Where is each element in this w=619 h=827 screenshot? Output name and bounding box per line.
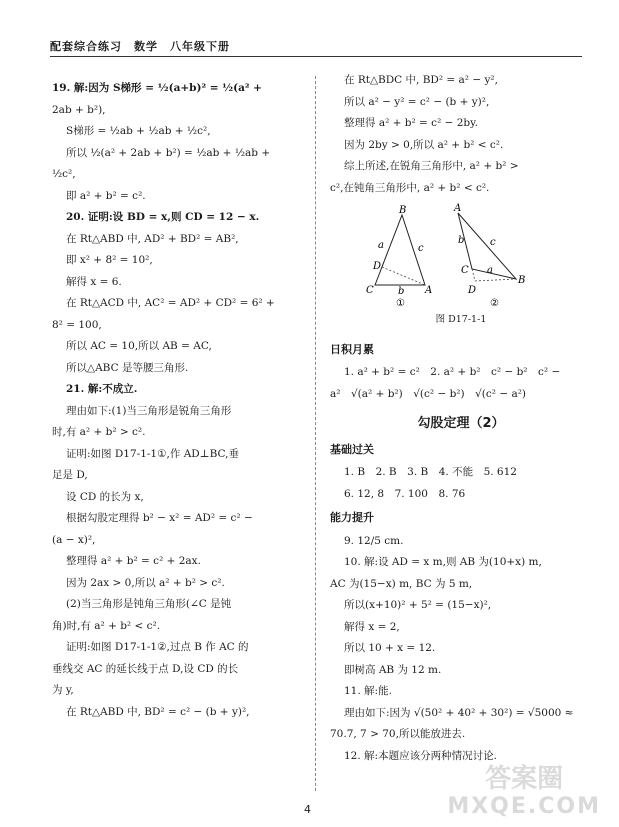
text-line: 足是 D, [52, 469, 88, 481]
left-column [52, 78, 302, 723]
text-line: 10. 解:设 AD = x m,则 AB 为(10+x) m, [344, 556, 542, 568]
text-line: 综上所述,在锐角三角形中, a² + b² > [344, 160, 519, 172]
extension-2 [472, 269, 475, 281]
figure-2 [453, 203, 525, 307]
text-line: 垂线交 AC 的延长线于点 D,设 CD 的长 [52, 662, 239, 675]
text-line: c²,在钝角三角形中, a² + b² < c². [330, 181, 490, 194]
text-line: 时,有 a² + b² > c². [52, 426, 146, 438]
text-line: 所以△ABC 是等腰三角形. [66, 361, 189, 374]
section-jichu: 基础过关 [330, 442, 374, 456]
label-c-side-2: c [490, 237, 496, 248]
text-line: 解得 x = 6. [66, 275, 122, 288]
text-line: 6. 12, 8 7. 100 8. 76 [344, 487, 466, 500]
text-line: 在 Rt△ACD 中, AC² = AD² + CD² = 6² + [66, 297, 275, 309]
q20-line: 20. 证明:设 BD = x,则 CD = 12 − x. [66, 211, 260, 223]
text-line: 整理得 a² + b² = c² − 2by. [344, 117, 479, 129]
text-line: (2)当三角形是钝角三角形(∠C 是钝 [66, 598, 232, 610]
label-c-side-1: c [418, 243, 424, 254]
text-line: ½c², [52, 168, 76, 180]
section-title-2: 勾股定理（2） [417, 416, 505, 431]
triangle-figures [330, 203, 592, 307]
text-line: 8² = 100, [52, 318, 102, 331]
text-line: 因为 2by > 0,所以 a² + b² < c². [344, 138, 504, 151]
text-line: 在 Rt△BDC 中, BD² = a² − y², [344, 74, 498, 86]
label-c-1: C [366, 285, 374, 296]
section-nengli: 能力提升 [330, 511, 374, 524]
text-line: 70.7, 7 > 70,所以能放进去. [330, 728, 466, 740]
text-line: 根据勾股定理得 b² − x² = AD² = c² − [66, 512, 253, 524]
text-line: 证明:如图 D17-1-1①,作 AD⊥BC,垂 [66, 447, 239, 460]
page-header: 配套综合练习 数学 八年级下册 [50, 40, 230, 53]
text-line: 设 CD 的长为 x, [66, 490, 144, 503]
label-b-side-1: b [398, 286, 405, 297]
label-a-side-1: a [378, 240, 384, 251]
watermark-line-1: 答案圈 [485, 764, 564, 794]
label-a-side-2: a [487, 265, 493, 276]
label-d-1: D [373, 261, 382, 272]
label-d-2: D [468, 285, 477, 296]
watermark-line-2: MXQE.COM [447, 794, 601, 819]
text-line: 角)时,有 a² + b² < c². [52, 619, 161, 632]
text-line: 在 Rt△ABD 中, BD² = c² − (b + y)², [66, 705, 250, 718]
label-a-1: A [425, 285, 433, 296]
text-line: 所以(x+10)² + 5² = (15−x)², [344, 599, 492, 611]
altitude-1 [382, 267, 425, 285]
text-line: 2ab + b²), [52, 103, 106, 116]
text-line: 1. a² + b² = c² 2. a² + b² c² − b² c² − [344, 366, 561, 378]
altitude-2 [475, 279, 516, 281]
text-line: AC 为(15−x) m, BC 为 5 m, [330, 577, 473, 590]
text-line: 所以 10 + x = 12. [344, 642, 436, 654]
figure-1-number: ① [396, 298, 405, 307]
q21-line: 21. 解:不成立. [66, 383, 138, 395]
text-line: a² √(a² + b²) √(c² − b²) √(c² − a²) [330, 387, 527, 400]
triangle-figures-svg [330, 203, 592, 307]
watermark [447, 765, 601, 821]
text-line: 12. 解:本题应该分两种情况讨论. [344, 749, 497, 762]
text-line: 11. 解:能. [344, 685, 392, 697]
text-line: S梯形 = ½ab + ½ab + ½c², [66, 125, 211, 137]
text-line: 所以 ½(a² + 2ab + b²) = ½ab + ½ab + [66, 146, 271, 159]
text-line: 即 x² + 8² = 10², [66, 254, 153, 266]
figure-caption: 图 D17-1-1 [435, 314, 487, 325]
text-line: 1. B 2. B 3. B 4. 不能 5. 612 [344, 466, 517, 478]
text-line: 为 y, [52, 684, 74, 696]
text-line: 即树高 AB 为 12 m. [344, 663, 442, 676]
right-column [330, 70, 592, 767]
header-rule [50, 56, 582, 57]
figure-2-number: ② [490, 298, 499, 307]
text-line: 理由如下:(1)当三角形是锐角三角形 [66, 404, 232, 417]
label-b-1: B [399, 205, 407, 216]
text-line: 理由如下:因为 √(50² + 40² + 30²) = √5000 ≈ [344, 706, 574, 719]
text-line: 因为 2ax > 0,所以 a² + b² > c². [66, 576, 225, 589]
q19-line: 19. 解:因为 S梯形 = ½(a+b)² = ½(a² + [52, 82, 262, 94]
text-line: 即 a² + b² = c². [66, 189, 146, 202]
text-line: 所以 AC = 10,所以 AB = AC, [66, 340, 212, 352]
text-line: 整理得 a² + b² = c² + 2ax. [66, 555, 201, 567]
label-b-side-2: b [458, 235, 465, 246]
text-line: 在 Rt△ABD 中, AD² + BD² = AB², [66, 232, 239, 245]
section-rijiyuelei: 日积月累 [330, 342, 374, 356]
label-b-2: B [518, 275, 526, 286]
text-line: 所以 a² − y² = c² − (b + y)², [344, 95, 490, 108]
column-divider [315, 76, 316, 791]
text-line: (a − x)², [52, 533, 96, 546]
text-line: 解得 x = 2, [344, 620, 400, 633]
label-a-2: A [454, 203, 462, 214]
figure-1 [366, 205, 432, 307]
text-line: 9. 12/5 cm. [344, 534, 404, 547]
page-number: 4 [304, 803, 311, 816]
label-c-2: C [461, 265, 469, 276]
text-line: 证明:如图 D17-1-1②,过点 B 作 AC 的 [66, 641, 249, 653]
